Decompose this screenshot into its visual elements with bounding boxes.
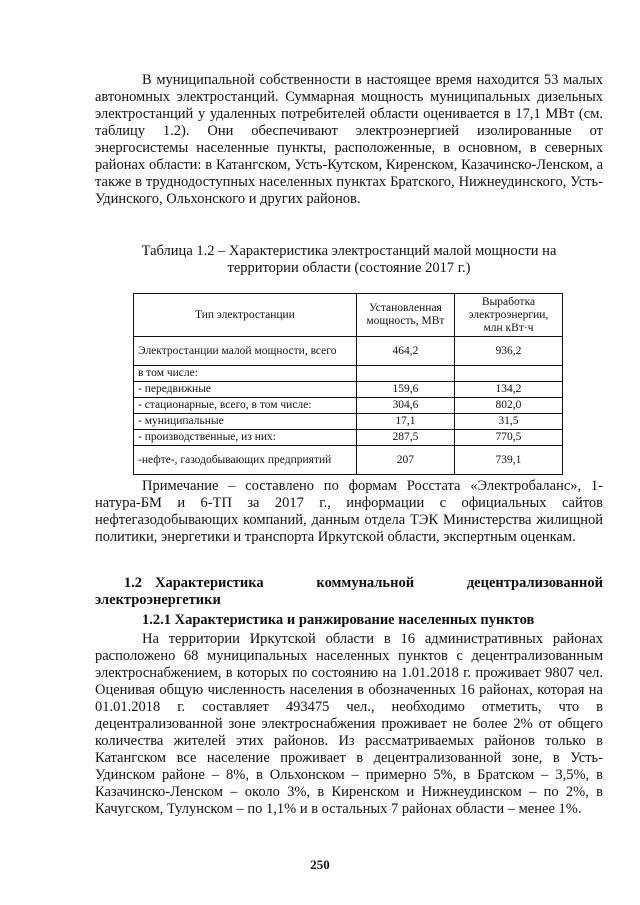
power-stations-table xyxy=(133,293,563,475)
row-name: - муниципальные xyxy=(134,414,357,430)
table-caption: Таблица 1.2 – Характеристика электростанций малой мощности на территории области (состояние 2017 г.) xyxy=(141,243,557,276)
table-row xyxy=(134,446,563,475)
row-power: 159,6 xyxy=(356,382,454,398)
row-name: Электростанции малой мощности, всего xyxy=(134,337,357,366)
table-row xyxy=(134,414,563,430)
row-power: 287,5 xyxy=(356,430,454,446)
note-block xyxy=(95,478,603,546)
row-power: 207 xyxy=(356,446,454,475)
section-word: децентрализованной xyxy=(466,575,603,591)
row-output: 134,2 xyxy=(454,382,562,398)
intro-block xyxy=(95,72,603,208)
row-name: в том числе: xyxy=(134,366,357,382)
row-output: 31,5 xyxy=(454,414,562,430)
section-word: электроэнергетики xyxy=(95,592,221,608)
page-number: 250 xyxy=(310,857,330,872)
row-output xyxy=(454,366,562,382)
row-name: - передвижные xyxy=(134,382,357,398)
header-type: Тип электростанции xyxy=(134,294,357,337)
note-paragraph: Примечание – составлено по формам Росстата «Электробаланс», 1-натура-БМ и 6-ТП за 2017 г., информации с официальных сайтов нефтегазодобывающих компаний, данным отдела ТЭК Министерства жилищной политики, энергетики и транспорта Иркутской области, экспертным оценкам. xyxy=(95,478,603,545)
body-block xyxy=(95,631,603,818)
section-word: коммунальной xyxy=(316,575,415,591)
row-power: 304,6 xyxy=(356,398,454,414)
row-output: 739,1 xyxy=(454,446,562,475)
table-caption-block xyxy=(95,243,603,277)
table-row xyxy=(134,337,563,366)
table-header-row xyxy=(134,294,563,337)
header-output: Выработка электроэнергии, млн кВт·ч xyxy=(454,294,562,337)
section-word: Характеристика xyxy=(155,575,264,591)
subsection-title: 1.2.1 Характеристика и ранжирование населенных пунктов xyxy=(142,612,535,628)
row-name: - производственные, из них: xyxy=(134,430,357,446)
table-row xyxy=(134,398,563,414)
row-output: 802,0 xyxy=(454,398,562,414)
row-output: 770,5 xyxy=(454,430,562,446)
row-name: -нефте-, газодобывающих предприятий xyxy=(134,446,357,475)
body-paragraph: На территории Иркутской области в 16 административных районах расположено 68 муниципальных населенных пунктов с децентрализованным электроснабжением, в которых по состоянию на 1.01.2018 г. проживает 9807 чел. Оценивая общую численность населения в обозначенных 16 районах, которая на 01.01.2018 г. составляет 493475 чел., необходимо отметить, что в децентрализованной зоне электроснабжения проживает не более 2% от общего количества жителей этих районов. Из рассматриваемых районов только в Катангском все население проживает в децентрализованной зоне, в Усть-Удинском районе – 8%, в Ольхонском – примерно 5%, в Братском – 3,5%, в Казачинско-Ленском – около 3%, в Киренском и Нижнеудинском – по 2%, в Качугском, Тулунском – по 1,1% и в остальных 7 районах области – менее 1%. xyxy=(95,631,603,817)
section-heading xyxy=(95,575,603,609)
table-row xyxy=(134,366,563,382)
row-output: 936,2 xyxy=(454,337,562,366)
row-name: - стационарные, всего, в том числе: xyxy=(134,398,357,414)
row-power: 17,1 xyxy=(356,414,454,430)
header-power: Установленная мощность, МВт xyxy=(356,294,454,337)
table-row xyxy=(134,382,563,398)
table-row xyxy=(134,430,563,446)
row-power xyxy=(356,366,454,382)
intro-paragraph: В муниципальной собственности в настоящее время находится 53 малых автономных электростанций. Суммарная мощность муниципальных дизельных электростанций у удаленных потребителей области оценивается в 17,1 МВт (см. таблицу 1.2). Они обеспечивают электроэнергией изолированные от энергосистемы населенные пункты, расположенные, в основном, в северных районах области: в Катангском, Усть-Кутском, Киренском, Казачинско-Ленском, а также в труднодоступных населенных пунктах Братского, Нижнеудинского, Усть-Удинского, Ольхонского и других районов. xyxy=(95,72,603,207)
section-number: 1.2 xyxy=(123,575,142,591)
row-power: 464,2 xyxy=(356,337,454,366)
